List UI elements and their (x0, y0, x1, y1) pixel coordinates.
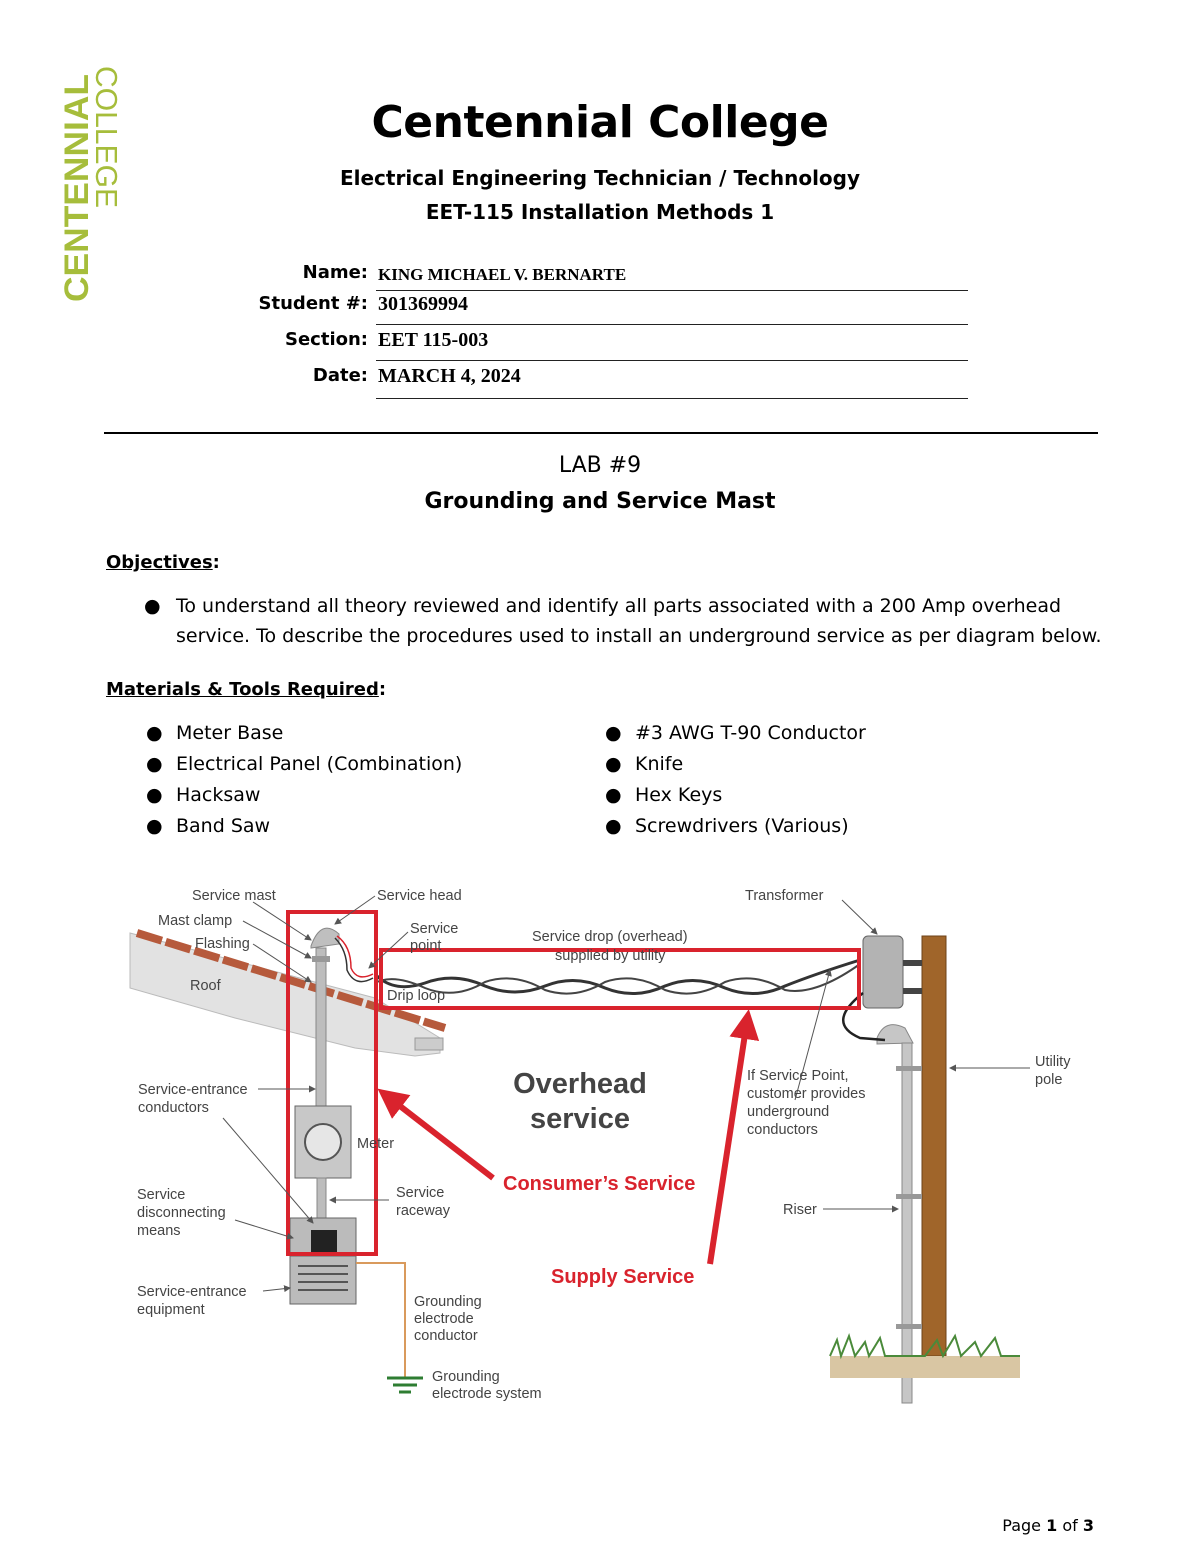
material-text: Hacksaw (176, 784, 261, 806)
material-item (146, 749, 463, 779)
label-service-mast: Service mast (192, 888, 276, 904)
label-sp-note-2: customer provides (747, 1086, 866, 1102)
student-number-label: Student #: (258, 293, 368, 314)
section-value: EET 115-003 (378, 329, 489, 351)
label-transformer: Transformer (745, 888, 824, 904)
label-service-point-2: point (410, 938, 442, 954)
material-item (605, 749, 684, 779)
label-see-2: equipment (137, 1302, 205, 1318)
label-sp-note-4: conductors (747, 1122, 818, 1138)
page-number (1002, 1516, 1094, 1535)
material-item (605, 811, 849, 841)
riser-strap-1 (896, 1066, 922, 1071)
transformer-bracket-bottom (903, 988, 922, 994)
bullet-icon: ● (605, 784, 622, 806)
riser-service-head-icon (877, 1025, 913, 1044)
bullet-icon: ● (605, 753, 622, 775)
overhead-service-diagram (125, 878, 1085, 1423)
student-number-value: 301369994 (378, 293, 468, 315)
material-text: #3 AWG T-90 Conductor (635, 722, 866, 744)
label-gec-1: Grounding (414, 1294, 482, 1310)
label-sdm-1: Service (137, 1187, 186, 1203)
date-underline (376, 398, 968, 399)
logo-word-centennial: CENTENNIAL (58, 82, 96, 302)
material-text: Meter Base (176, 722, 284, 744)
disconnect-switch-icon (311, 1230, 337, 1254)
service-mast (316, 948, 326, 1108)
label-meter: Meter (357, 1136, 395, 1152)
service-raceway (317, 1178, 326, 1218)
page-current: 1 (1046, 1516, 1058, 1535)
program-name: Electrical Engineering Technician / Technology (339, 166, 861, 190)
label-raceway-1: Service (396, 1185, 445, 1201)
section-label: Section: (285, 329, 368, 350)
label-sec-2: conductors (138, 1100, 209, 1116)
consumer-service-box (288, 912, 376, 1254)
ground-soil (830, 1356, 1020, 1378)
objective-text: To understand all theory reviewed and identify all parts associated with a 200 Amp overhead service. To describe the procedures used to install an underground service as per diagram below. (176, 595, 1102, 647)
ground-symbol-icon (387, 1378, 423, 1392)
lab-number: LAB #9 (558, 453, 642, 478)
riser-conduit (902, 1043, 912, 1403)
service-entrance-equipment (290, 1256, 356, 1304)
label-service-point-1: Service (410, 921, 459, 937)
label-sdm-3: means (137, 1223, 181, 1239)
material-item (605, 718, 866, 748)
label-drip-loop: Drip loop (387, 988, 446, 1004)
name-value: KING MICHAEL V. BERNARTE (378, 265, 627, 284)
label-ges-1: Grounding (432, 1369, 500, 1385)
service-conductors-head (337, 936, 373, 977)
bullet-icon: ● (146, 815, 163, 837)
label-service-drop-1: Service drop (overhead) (532, 929, 688, 945)
bullet-icon: ● (605, 815, 622, 837)
label-utility-pole-2: pole (1035, 1072, 1063, 1088)
service-drop-wire (377, 960, 860, 994)
section-row (200, 329, 970, 359)
course-name: EET-115 Installation Methods 1 (425, 200, 775, 224)
page-of-word: of (1062, 1516, 1078, 1535)
roof-gutter (415, 1038, 443, 1050)
transformer-icon (863, 936, 903, 1008)
label-utility-pole-1: Utility (1035, 1054, 1071, 1070)
materials-heading-text: Materials & Tools Required (106, 679, 379, 700)
label-ges-2: electrode system (432, 1386, 542, 1402)
supply-arrow (710, 1021, 747, 1264)
name-underline (376, 290, 968, 291)
label-gec-2: electrode (414, 1311, 474, 1327)
utility-pole (922, 936, 946, 1356)
label-raceway-2: raceway (396, 1203, 450, 1219)
label-overhead-1: Overhead (513, 1068, 647, 1100)
material-item (146, 718, 284, 748)
logo-word-college: COLLEGE (89, 66, 124, 213)
riser-strap-3 (896, 1324, 922, 1329)
label-gec-3: conductor (414, 1328, 478, 1344)
name-label: Name: (302, 262, 368, 283)
bullet-icon: ● (146, 753, 163, 775)
riser-strap-2 (896, 1194, 922, 1199)
label-flashing: Flashing (195, 936, 250, 952)
label-mast-clamp: Mast clamp (158, 913, 233, 929)
bullet-icon: ● (605, 722, 622, 744)
bullet-icon: ● (146, 722, 163, 744)
service-head-icon (311, 928, 339, 948)
bullet-icon: ● (144, 595, 161, 617)
student-number-underline (376, 324, 968, 325)
label-sec-1: Service-entrance (138, 1082, 248, 1098)
label-overhead-2: service (530, 1103, 630, 1135)
student-number-row (200, 293, 970, 323)
material-text: Hex Keys (635, 784, 723, 806)
transformer-bracket-top (903, 960, 922, 966)
meter-icon (305, 1124, 341, 1160)
objectives-heading-text: Objectives (106, 552, 213, 573)
material-item (146, 780, 261, 810)
consumer-arrow (387, 1096, 493, 1178)
material-text: Knife (635, 753, 684, 775)
label-see-1: Service-entrance (137, 1284, 247, 1300)
objectives-heading (106, 552, 220, 573)
date-row (200, 365, 970, 395)
label-sp-note-3: underground (747, 1104, 830, 1120)
materials-heading-colon: : (378, 679, 387, 700)
objectives-heading-colon: : (212, 552, 220, 573)
mast-clamp-icon (312, 956, 330, 962)
lab-title: Grounding and Service Mast (424, 489, 776, 514)
materials-heading (106, 679, 386, 700)
label-riser: Riser (783, 1202, 817, 1218)
date-label: Date: (312, 365, 368, 386)
material-item (605, 780, 723, 810)
service-conductors-head-black (335, 938, 373, 982)
material-text: Electrical Panel (Combination) (176, 753, 463, 775)
page-word: Page (1002, 1516, 1042, 1535)
label-service-drop-2: supplied by utility (555, 948, 666, 964)
label-roof: Roof (190, 978, 221, 994)
college-title: Centennial College (371, 97, 829, 148)
label-service-head: Service head (377, 888, 462, 904)
material-item (146, 811, 271, 841)
label-sp-note-1: If Service Point, (747, 1068, 849, 1084)
date-value: MARCH 4, 2024 (378, 365, 521, 387)
objective-item (144, 591, 1116, 651)
label-sdm-2: disconnecting (137, 1205, 226, 1221)
header-divider (104, 432, 1098, 434)
name-row (200, 262, 970, 292)
page-total: 3 (1082, 1516, 1094, 1535)
grounding-electrode-conductor (356, 1263, 405, 1378)
bullet-icon: ● (146, 784, 163, 806)
label-supply-service: Supply Service (551, 1266, 695, 1288)
material-text: Band Saw (176, 815, 271, 837)
label-consumer-service: Consumer’s Service (503, 1173, 696, 1195)
section-underline (376, 360, 968, 361)
material-text: Screwdrivers (Various) (635, 815, 849, 837)
